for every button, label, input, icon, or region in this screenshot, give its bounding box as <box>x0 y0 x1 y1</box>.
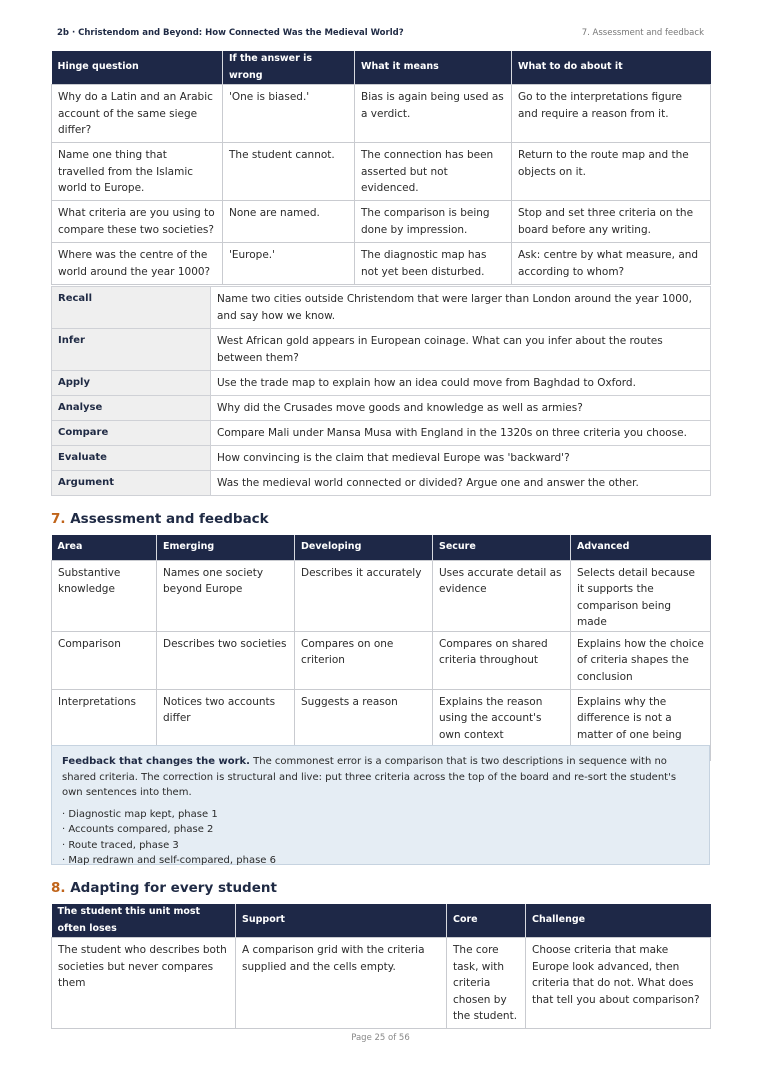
table-cell: Explains the reason using the account's own context <box>433 689 571 760</box>
list-item: · Map redrawn and self-compared, phase 6 <box>62 855 276 866</box>
table-cell: Names one society beyond Europe <box>157 560 295 631</box>
feedback-paragraph <box>62 754 699 801</box>
table-row <box>52 329 711 371</box>
table-header-row <box>52 535 711 560</box>
section-number: 8. <box>51 880 66 896</box>
table-cell: The student who describes both societies but never compares them <box>52 938 236 1029</box>
table-row <box>52 446 711 471</box>
table-cell: Explains how the choice of criteria shapes the conclusion <box>571 631 711 689</box>
table-row <box>52 201 711 243</box>
question-levels-table <box>51 286 711 496</box>
section-heading-8 <box>51 880 277 896</box>
table-cell: The connection has been asserted but not evidenced. <box>355 143 512 201</box>
table-row <box>52 471 711 496</box>
column-header: Secure <box>433 535 571 560</box>
column-header: Core <box>447 904 526 938</box>
table-cell: The comparison is being done by impression. <box>355 201 512 243</box>
table-row <box>52 243 711 285</box>
table-cell: Notices two accounts differ <box>157 689 295 760</box>
column-header: Challenge <box>526 904 711 938</box>
table-header-row <box>52 51 711 85</box>
table-row <box>52 631 711 689</box>
table-cell: The diagnostic map has not yet been disturbed. <box>355 243 512 285</box>
question-level-label: Evaluate <box>52 446 211 471</box>
table-cell: Return to the route map and the objects on it. <box>512 143 711 201</box>
table-cell: Interpretations <box>52 689 157 760</box>
list-item: · Diagnostic map kept, phase 1 <box>62 808 218 820</box>
page-number: Page 25 of 56 <box>351 1033 410 1043</box>
table-row <box>52 143 711 201</box>
section-heading-7 <box>51 511 269 527</box>
table-cell: Stop and set three criteria on the board before any writing. <box>512 201 711 243</box>
table-row <box>52 396 711 421</box>
running-header <box>51 28 710 42</box>
table-cell: Explains why the difference is not a matter of one being <box>571 689 711 760</box>
column-header: What it means <box>355 51 512 85</box>
feedback-list <box>62 807 699 869</box>
table-cell: Substantive knowledge <box>52 560 157 631</box>
question-level-label: Compare <box>52 421 211 446</box>
hinge-question-table <box>51 51 711 285</box>
feedback-text: The commonest error is a comparison that is two descriptions in sequence with no shared criteria. The correction is structural and live: put three criteria across the top of the board and re-sort the student's own sentences into them. <box>62 756 677 798</box>
section-title: Assessment and feedback <box>70 511 269 527</box>
table-cell: What criteria are you using to compare these two societies? <box>52 201 223 243</box>
table-cell: Comparison <box>52 631 157 689</box>
list-item: · Route traced, phase 3 <box>62 839 179 851</box>
table-cell: Why do a Latin and an Arabic account of the same siege differ? <box>52 85 223 143</box>
column-header: Support <box>236 904 447 938</box>
feedback-callout <box>51 745 710 865</box>
column-header: What to do about it <box>512 51 711 85</box>
question-text: Why did the Crusades move goods and knowledge as well as armies? <box>211 396 711 421</box>
section-number: 7. <box>51 511 66 527</box>
table-row <box>52 85 711 143</box>
table-cell: The core task, with criteria chosen by the student. <box>447 938 526 1029</box>
column-header: Emerging <box>157 535 295 560</box>
table-row <box>52 287 711 329</box>
table-header-row <box>52 904 711 938</box>
header-section-title: 7. Assessment and feedback <box>581 28 704 38</box>
assessment-rubric-table <box>51 535 711 761</box>
table-cell: Suggests a reason <box>295 689 433 760</box>
question-level-label: Apply <box>52 371 211 396</box>
table-cell: Where was the centre of the world around the year 1000? <box>52 243 223 285</box>
header-unit-title: 2b · Christendom and Beyond: How Connected Was the Medieval World? <box>57 28 404 38</box>
adapting-table <box>51 904 711 1029</box>
question-level-label: Argument <box>52 471 211 496</box>
question-text: Name two cities outside Christendom that were larger than London around the year 1000, and say how we know. <box>211 287 711 329</box>
table-cell: 'One is biased.' <box>223 85 355 143</box>
question-text: West African gold appears in European coinage. What can you infer about the routes between them? <box>211 329 711 371</box>
column-header: Area <box>52 535 157 560</box>
question-level-label: Recall <box>52 287 211 329</box>
column-header: Developing <box>295 535 433 560</box>
table-cell: Compares on shared criteria throughout <box>433 631 571 689</box>
section-title: Adapting for every student <box>70 880 277 896</box>
question-level-label: Infer <box>52 329 211 371</box>
table-cell: Choose criteria that make Europe look advanced, then criteria that do not. What does that tell you about comparison? <box>526 938 711 1029</box>
question-text: Use the trade map to explain how an idea could move from Baghdad to Oxford. <box>211 371 711 396</box>
table-row <box>52 560 711 631</box>
question-level-label: Analyse <box>52 396 211 421</box>
question-text: Was the medieval world connected or divided? Argue one and answer the other. <box>211 471 711 496</box>
table-cell: Compares on one criterion <box>295 631 433 689</box>
table-cell: A comparison grid with the criteria supplied and the cells empty. <box>236 938 447 1029</box>
table-row <box>52 371 711 396</box>
column-header: If the answer is wrong <box>223 51 355 85</box>
table-cell: Name one thing that travelled from the Islamic world to Europe. <box>52 143 223 201</box>
table-cell: None are named. <box>223 201 355 243</box>
column-header: Advanced <box>571 535 711 560</box>
table-cell: Uses accurate detail as evidence <box>433 560 571 631</box>
question-text: How convincing is the claim that medieval Europe was 'backward'? <box>211 446 711 471</box>
list-item: · Accounts compared, phase 2 <box>62 824 214 835</box>
table-cell: Selects detail because it supports the comparison being made <box>571 560 711 631</box>
table-cell: 'Europe.' <box>223 243 355 285</box>
table-cell: Bias is again being used as a verdict. <box>355 85 512 143</box>
table-row <box>52 421 711 446</box>
column-header: The student this unit most often loses <box>52 904 236 938</box>
table-row <box>52 938 711 1029</box>
table-cell: Describes two societies <box>157 631 295 689</box>
question-text: Compare Mali under Mansa Musa with England in the 1320s on three criteria you choose. <box>211 421 711 446</box>
table-cell: Ask: centre by what measure, and according to whom? <box>512 243 711 285</box>
table-cell: Describes it accurately <box>295 560 433 631</box>
column-header: Hinge question <box>52 51 223 85</box>
table-cell: Go to the interpretations figure and require a reason from it. <box>512 85 711 143</box>
feedback-lead: Feedback that changes the work. <box>62 756 250 767</box>
table-cell: The student cannot. <box>223 143 355 201</box>
